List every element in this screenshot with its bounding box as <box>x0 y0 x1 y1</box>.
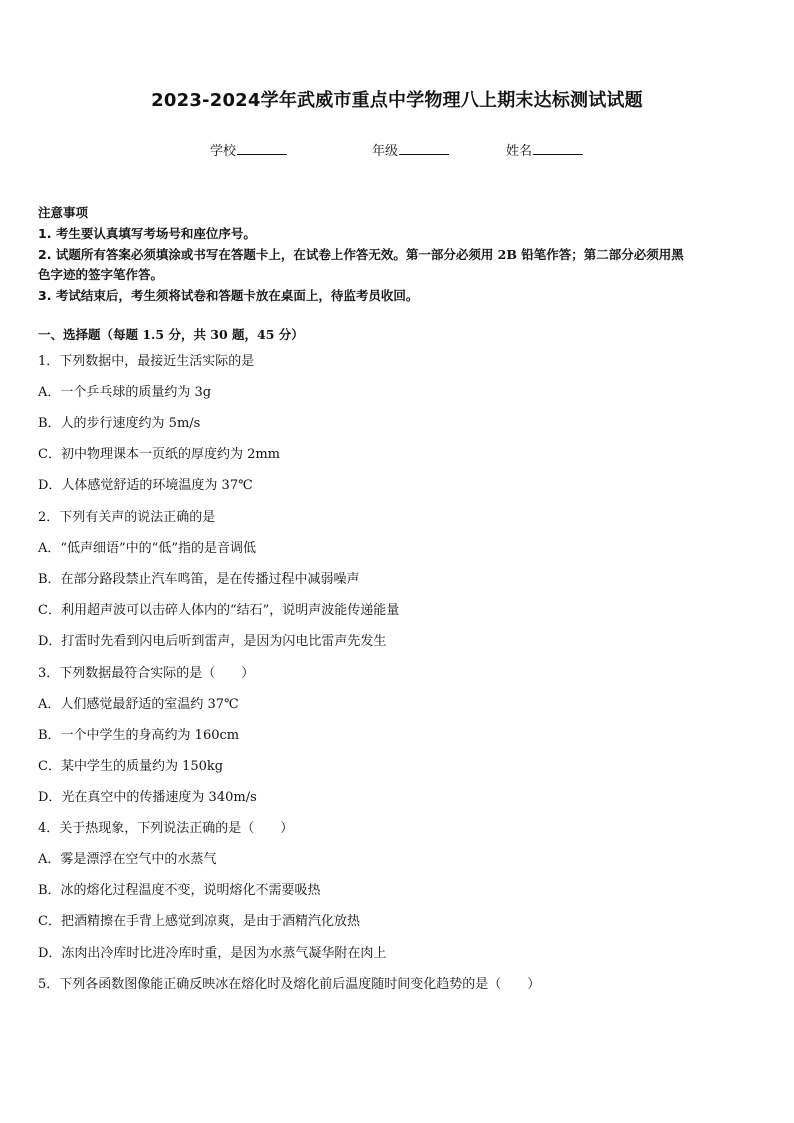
exam-title: 2023-2024学年武威市重点中学物理八上期末达标测试试题 <box>151 90 643 111</box>
notice-item-2 <box>38 244 760 265</box>
notice-item-3 <box>38 285 760 306</box>
question-3-stem: 3．下列数据最符合实际的是（ ） <box>38 666 255 681</box>
grade-label: 年级 <box>372 144 399 159</box>
notice-item-text: 考生要认真填写考场号和座位序号。 <box>55 226 256 241</box>
question-3-option-d: D．光在真空中的传播速度为 340m/s <box>38 790 257 805</box>
question-4-option-d: D．冻肉出冷库时比进冷库时重，是因为水蒸气凝华附在肉上 <box>38 946 387 961</box>
school-label: 学校 <box>210 144 237 159</box>
section-heading: 一、选择题（每题 1.5 分，共 30 题，45 分） <box>38 327 304 342</box>
notice-item-text: 考试结束后，考生须将试卷和答题卡放在桌面上，待监考员收回。 <box>55 288 419 303</box>
notice-item-number: 2. <box>38 247 52 262</box>
school-field <box>210 140 287 159</box>
notice-item-1 <box>38 223 760 244</box>
question-2-option-b: B．在部分路段禁止汽车鸣笛，是在传播过程中减弱噪声 <box>38 572 360 587</box>
student-info-row <box>0 140 794 160</box>
question-1-option-b: B．人的步行速度约为 5m/s <box>38 416 201 431</box>
question-1-option-a: A．一个乒乓球的质量约为 3g <box>38 385 212 400</box>
question-1-stem: 1．下列数据中，最接近生活实际的是 <box>38 354 255 369</box>
name-field <box>506 140 583 159</box>
notice-item-number: 1. <box>38 226 52 241</box>
grade-blank <box>399 142 449 155</box>
question-4-option-a: A．雾是漂浮在空气中的水蒸气 <box>38 852 217 867</box>
notice-heading: 注意事项 <box>38 205 89 220</box>
name-label: 姓名 <box>506 144 533 159</box>
grade-field <box>372 140 449 159</box>
question-4-option-b: B．冰的熔化过程温度不变，说明熔化不需要吸热 <box>38 883 321 898</box>
question-5-stem: 5．下列各函数图像能正确反映冰在熔化时及熔化前后温度随时间变化趋势的是（ ） <box>38 977 541 992</box>
question-2-option-c: C．利用超声波可以击碎人体内的“结石”，说明声波能传递能量 <box>38 603 400 618</box>
question-3-option-a: A．人们感觉最舒适的室温约 37℃ <box>38 697 239 712</box>
question-2-option-d: D．打雷时先看到闪电后听到雷声，是因为闪电比雷声先发生 <box>38 634 387 649</box>
question-1-option-d: D．人体感觉舒适的环境温度为 37℃ <box>38 478 253 493</box>
question-2-stem: 2．下列有关声的说法正确的是 <box>38 510 216 525</box>
question-2-option-a: A．“低声细语”中的“低”指的是音调低 <box>38 541 256 556</box>
question-4-stem: 4．关于热现象，下列说法正确的是（ ） <box>38 821 294 836</box>
school-blank <box>237 142 287 155</box>
notice-item-number: 3. <box>38 288 52 303</box>
notice-item-text: 试题所有答案必须填涂或书写在答题卡上，在试卷上作答无效。第一部分必须用 2B 铅笔作答；第二部分必须用黑 <box>55 247 684 262</box>
name-blank <box>533 142 583 155</box>
question-4-option-c: C．把酒精擦在手背上感觉到凉爽，是由于酒精汽化放热 <box>38 914 360 929</box>
question-3-option-c: C．某中学生的质量约为 150kg <box>38 759 224 774</box>
question-1-option-c: C．初中物理课本一页纸的厚度约为 2mm <box>38 447 281 462</box>
question-3-option-b: B．一个中学生的身高约为 160cm <box>38 728 240 743</box>
notice-item-2-continued: 色字迹的签字笔作答。 <box>38 267 164 282</box>
